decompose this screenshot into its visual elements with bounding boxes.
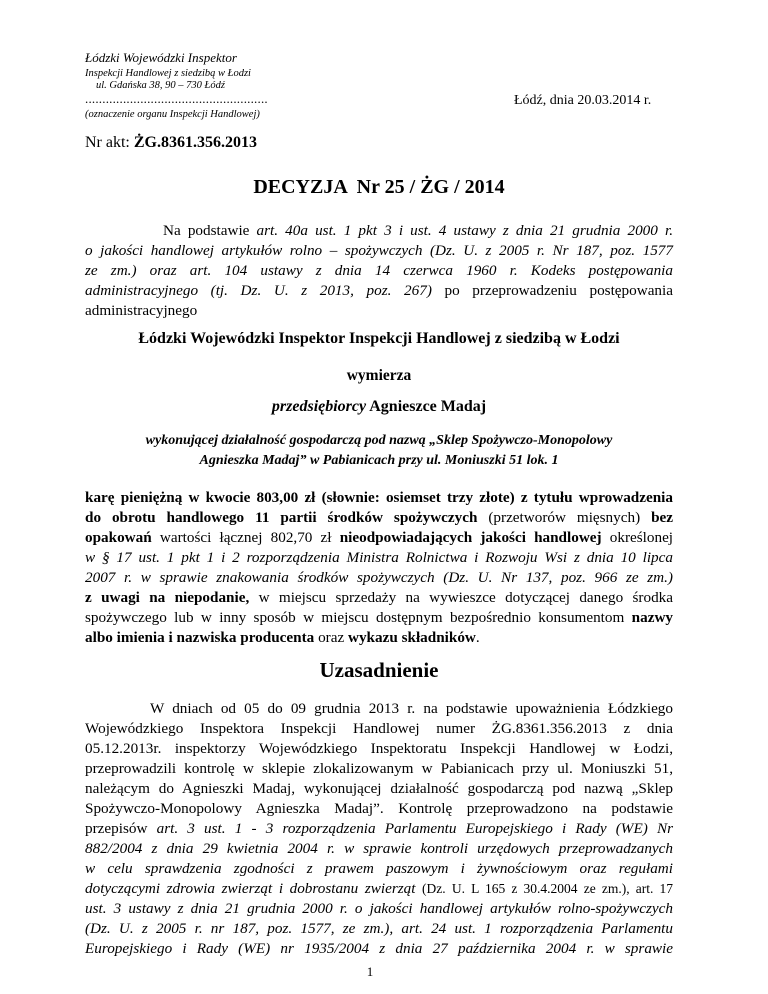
justification-citation: art. 3 ust. 1 - 3 rozporządzenia Parlamentu Europejskiego i Rady (WE) Nr (156, 820, 673, 837)
page-number: 1 (366, 964, 374, 979)
basis-line-1 (163, 221, 673, 240)
justification-line-11 (85, 899, 673, 918)
case-number-value: ŻG.8361.356.2013 (133, 134, 257, 151)
imposes-verb: wymierza (346, 367, 412, 384)
decision-title: DECYZJA Nr 25 / ŻG / 2014 (253, 176, 505, 198)
penalty-text: oraz (318, 629, 345, 646)
justification-title: Uzasadnienie (319, 658, 439, 682)
org-caption: (oznaczenie organu Inspekcji Handlowej) (85, 109, 260, 120)
penalty-amount: karę pieniężną w kwocie 803,00 zł (słownie: osiemset trzy złote) z tytułu wprowadzenia (85, 489, 673, 506)
penalty-text: nieodpowiadających jakości handlowej (339, 529, 602, 546)
penalty-line-4 (85, 548, 673, 567)
recipient-prefix: przedsiębiorcy (271, 398, 367, 415)
justification-line-7 (85, 819, 673, 838)
justification-citation: Europejskiego i Rady (WE) nr 1935/2004 z dnia 27 października 2004 r. w sprawie (85, 940, 673, 957)
penalty-line-5 (85, 568, 673, 587)
penalty-text: (przetworów mięsnych) (488, 509, 641, 526)
recipient (85, 398, 673, 416)
authority-name: Łódzki Wojewódzki Inspektor Inspekcji Handlowej z siedzibą w Łodzi (138, 330, 620, 347)
penalty-text: z uwagi na niepodanie, (85, 589, 250, 606)
penalty-text: określonej (609, 529, 674, 546)
justification-citation: ust. 3 ustawy z dnia 21 grudnia 2000 r. o jakości handlowej artykułów rolno-spożywczych (85, 900, 673, 917)
business-line-2: Agnieszka Madaj” w Pabianicach przy ul. Moniuszki 51 lok. 1 (199, 453, 559, 468)
basis-citation: administracyjnego (tj. Dz. U. z 2013, poz. 267) (85, 282, 432, 299)
penalty-text: w miejscu sprzedaży na wywieszce dotyczącej danego środka (258, 589, 674, 606)
case-number-label: Nr akt: (85, 134, 130, 151)
justification-line-9 (85, 859, 673, 878)
penalty-line-3 (85, 528, 673, 547)
penalty-line-8 (85, 628, 673, 647)
basis-line-4 (85, 281, 673, 300)
penalty-text: bez (651, 509, 674, 526)
org-dots: ..................................................... (85, 91, 268, 106)
penalty-text: . (475, 629, 480, 646)
penalty-text: spożywczego lub w inny sposób w miejscu dostępnym bezpośrednio konsumentom (85, 609, 625, 626)
justification-text: (Dz. U. L 165 z 30.4.2004 ze zm.), art. 17 (422, 881, 674, 896)
justification-citation: 882/2004 z dnia 29 kwietnia 2004 r. w sprawie kontroli urzędowych przeprowadzanych (85, 840, 673, 857)
basis-line-5: administracyjnego (85, 302, 198, 319)
justification-line-2: Wojewódzkiego Inspektora Inspekcji Handlowej numer ŻG.8361.356.2013 z dnia (85, 720, 673, 737)
case-number (85, 134, 257, 152)
justification-line-8 (85, 839, 673, 858)
penalty-text: albo imienia i nazwiska producenta (85, 629, 315, 646)
penalty-citation: w § 17 ust. 1 pkt 1 i 2 rozporządzenia Ministra Rolnictwa i Rozwoju Wsi z dnia 10 lipca (85, 549, 673, 566)
basis-citation: ze zm.) oraz art. 104 ustawy z dnia 14 czerwca 1960 r. Kodeks postępowania (85, 262, 673, 279)
org-name-line2: Inspekcji Handlowej z siedzibą w Łodzi (85, 68, 251, 79)
justification-citation: w celu sprawdzenia zgodności z prawem paszowym i żywnościowym oraz regułami (85, 860, 673, 877)
justification-line-1: W dniach od 05 do 09 grudnia 2013 r. na podstawie upoważnienia Łódzkiego (150, 700, 673, 717)
justification-line-13 (85, 939, 673, 958)
penalty-text: wykazu składników (348, 629, 476, 646)
penalty-text: do obrotu handlowego 11 partii środków spożywczych (85, 509, 478, 526)
business-line-1: wykonującej działalność gospodarczą pod nazwą „Sklep Spożywczo-Monopolowy (145, 433, 613, 448)
justification-line-12 (85, 919, 673, 938)
basis-line-2 (85, 241, 673, 260)
penalty-line-7 (85, 608, 673, 627)
justification-line-10 (85, 879, 673, 898)
penalty-citation: 2007 r. w sprawie znakowania środków spożywczych (Dz. U. Nr 137, poz. 966 ze zm.) (85, 569, 673, 586)
penalty-text: opakowań (85, 529, 152, 546)
justification-citation: (Dz. U. z 2005 r. nr 187, poz. 1577, ze zm.), art. 24 ust. 1 rozporządzenia Parlamentu (85, 920, 673, 937)
penalty-text: wartości łącznej 802,70 zł (159, 529, 332, 546)
org-name-line1: Łódzki Wojewódzki Inspektor (85, 50, 237, 65)
org-address: ul. Gdańska 38, 90 – 730 Łódź (96, 80, 225, 91)
penalty-line-6 (85, 588, 673, 607)
place-date: Łódź, dnia 20.03.2014 r. (514, 93, 652, 108)
justification-line-3: 05.12.2013r. inspektorzy Wojewódzkiego Inspektoratu Inspekcji Handlowej w Łodzi, (85, 740, 673, 757)
basis-citation: art. 40a ust. 1 pkt 3 i ust. 4 ustawy z dnia 21 grudnia 2000 r. (256, 222, 674, 239)
justification-line-6: Spożywczo-Monopolowy Agnieszka Madaj”. Kontrolę przeprowadzono na podstawie (85, 800, 673, 817)
recipient-name: Agnieszce Madaj (369, 398, 487, 415)
penalty-text: nazwy (631, 609, 673, 626)
justification-text: przepisów (85, 820, 148, 837)
penalty-line-1 (85, 488, 673, 507)
penalty-line-2 (85, 508, 673, 527)
basis-text: Na podstawie (163, 222, 250, 239)
justification-line-5: należącym do Agnieszki Madaj, wykonującej działalność gospodarczą pod nazwą „Sklep (85, 780, 673, 797)
justification-line-4: przeprowadzili kontrolę w sklepie zlokalizowanym w Pabianicach przy ul. Moniuszki 51, (85, 760, 673, 777)
basis-line-3 (85, 261, 673, 280)
justification-citation: dotyczącymi zdrowia zwierząt i dobrostanu zwierząt (85, 880, 416, 897)
basis-text: po przeprowadzeniu postępowania (444, 282, 673, 299)
basis-citation: o jakości handlowej artykułów rolno – spożywczych (Dz. U. z 2005 r. Nr 187, poz. 1577 (85, 242, 673, 259)
